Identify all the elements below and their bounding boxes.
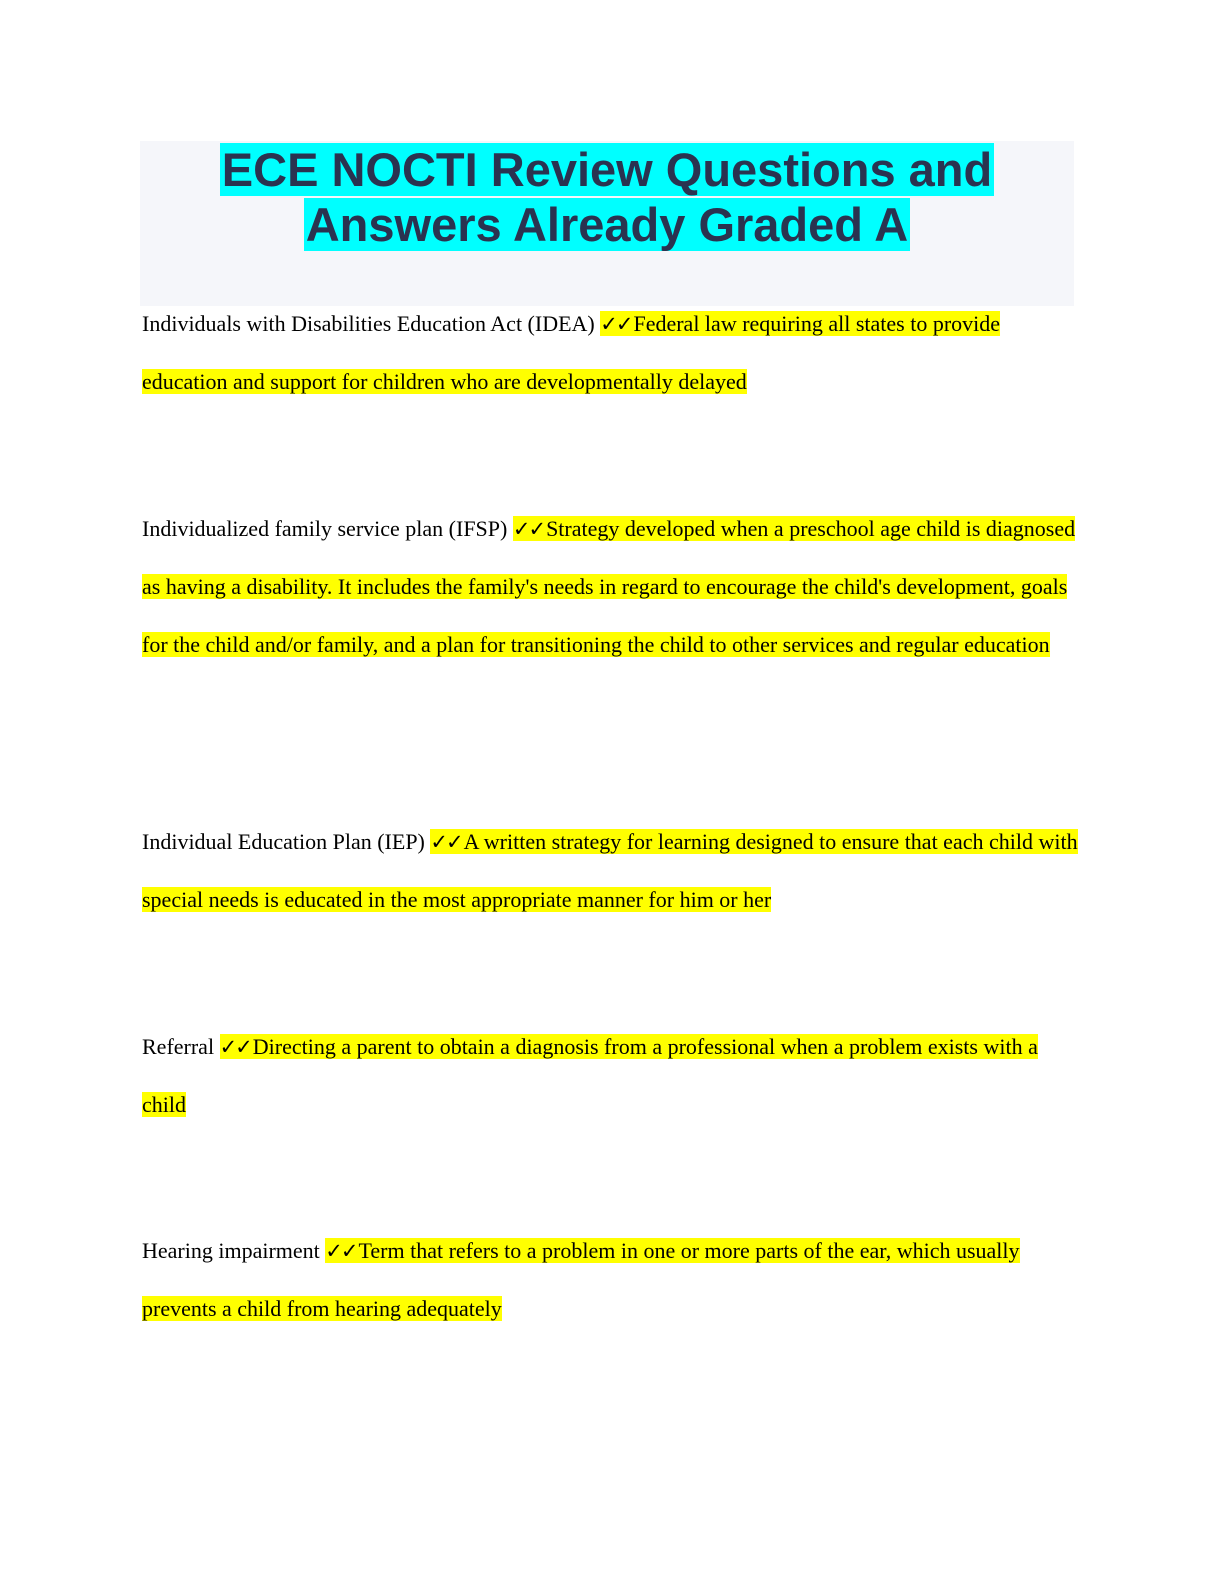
definition: Federal law requiring all states to provide education and support for children who are developmentally delayed (142, 311, 1001, 394)
term: Hearing impairment (142, 1238, 326, 1263)
term: Individual Education Plan (IEP) (142, 829, 431, 854)
qa-entry-referral (142, 1018, 1082, 1134)
definition: A written strategy for learning designed to ensure that each child with special needs is educated in the most appropriate manner for him or her (142, 829, 1078, 912)
check-mark-icon: ✓✓ (325, 1239, 357, 1263)
check-mark-icon: ✓✓ (430, 830, 462, 854)
qa-entry-ifsp (142, 500, 1082, 674)
check-mark-icon: ✓✓ (600, 312, 632, 336)
term: Individuals with Disabilities Education Act (IDEA) (142, 311, 601, 336)
document-title-line-2 (140, 197, 1074, 252)
definition: Directing a parent to obtain a diagnosis from a professional when a problem exists with a child (142, 1034, 1038, 1117)
qa-entry-idea (142, 295, 1082, 411)
check-mark-icon: ✓✓ (219, 1035, 251, 1059)
qa-entry-hearing-impairment (142, 1222, 1082, 1338)
document-title-line-1 (140, 142, 1074, 197)
definition: Strategy developed when a preschool age child is diagnosed as having a disability. It includes the family's needs in regard to encourage the child's development, goals for the child and/or family, and a plan for transitioning the child to other services and regular education (142, 516, 1076, 657)
title-highlight-2: Answers Already Graded A (305, 198, 909, 251)
title-highlight-1: ECE NOCTI Review Questions and (221, 143, 993, 196)
check-mark-icon: ✓✓ (512, 517, 545, 541)
qa-entry-iep (142, 813, 1082, 929)
definition: Term that refers to a problem in one or more parts of the ear, which usually prevents a child from hearing adequately (142, 1238, 1020, 1321)
answer-highlight (142, 1034, 1038, 1117)
title-block (140, 141, 1074, 306)
term: Referral (142, 1034, 220, 1059)
term: Individualized family service plan (IFSP) (142, 516, 513, 541)
